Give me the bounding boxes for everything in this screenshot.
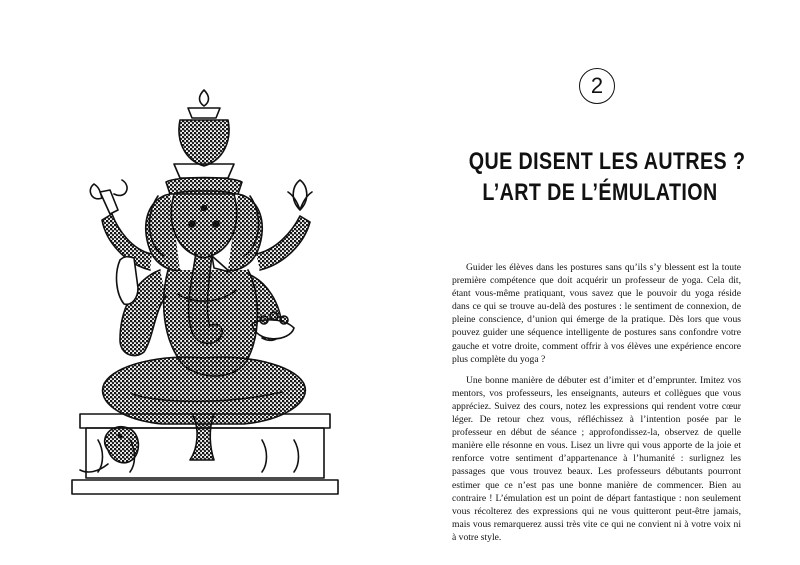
chapter-number: 2 (590, 73, 604, 98)
chapter-number-badge (579, 68, 615, 104)
chapter-title-line-2: L’ART DE L’ÉMULATION (482, 179, 718, 206)
paragraph: Une bonne manière de débuter est d’imiter et d’emprunter. Imitez vos mentors, vos professeurs, les enseignants, auteurs et collègues que vous appréciez. Suivez des cours, notez les expressions qui rendent votre cœur léger. De retour chez vous, réfléchissez à l’intention posée par le professeur en début de séance ; approfondissez-la, observez de quelle manière elle résonne en vous. Lisez un livre qui vous apporte de la joie et renforce votre sentiment d’appartenance à l’humanité : surlignez les passages que vous trouvez beaux. Les professeurs débutants pourront estimer que ce n’est pas une bonne manière de commencer. Bien au contraire ! L’émulation est un point de départ fantastique : non seulement vous récolterez des expressions qui ne vous quitteront peut-être jamais, mais vous remarquerez aussi très vite ce qui ne convient ni à votre voix ni à votre style. (452, 374, 741, 543)
body-text (452, 261, 741, 552)
chapter-title-line-1: QUE DISENT LES AUTRES ? (468, 148, 746, 175)
paragraph: Guider les élèves dans les postures sans qu’ils s’y blessent est la toute première compétence que doit acquérir un professeur de yoga. Cela dit, étant vous-même pratiquant, vous savez que le pouvoir du yoga réside dans ce qui se trouve au-delà des postures : le sentiment de connexion, de pleine conscience, d’union qui émerge de la pratique. Dès lors que vous pouvez guider une séquence intelligente de postures sans confondre votre gauche et votre droite, comment offrir à vos élèves une expérience encore plus complète du yoga ? (452, 262, 741, 365)
chapter-title (468, 146, 746, 208)
ganesha-illustration-icon (62, 84, 347, 504)
